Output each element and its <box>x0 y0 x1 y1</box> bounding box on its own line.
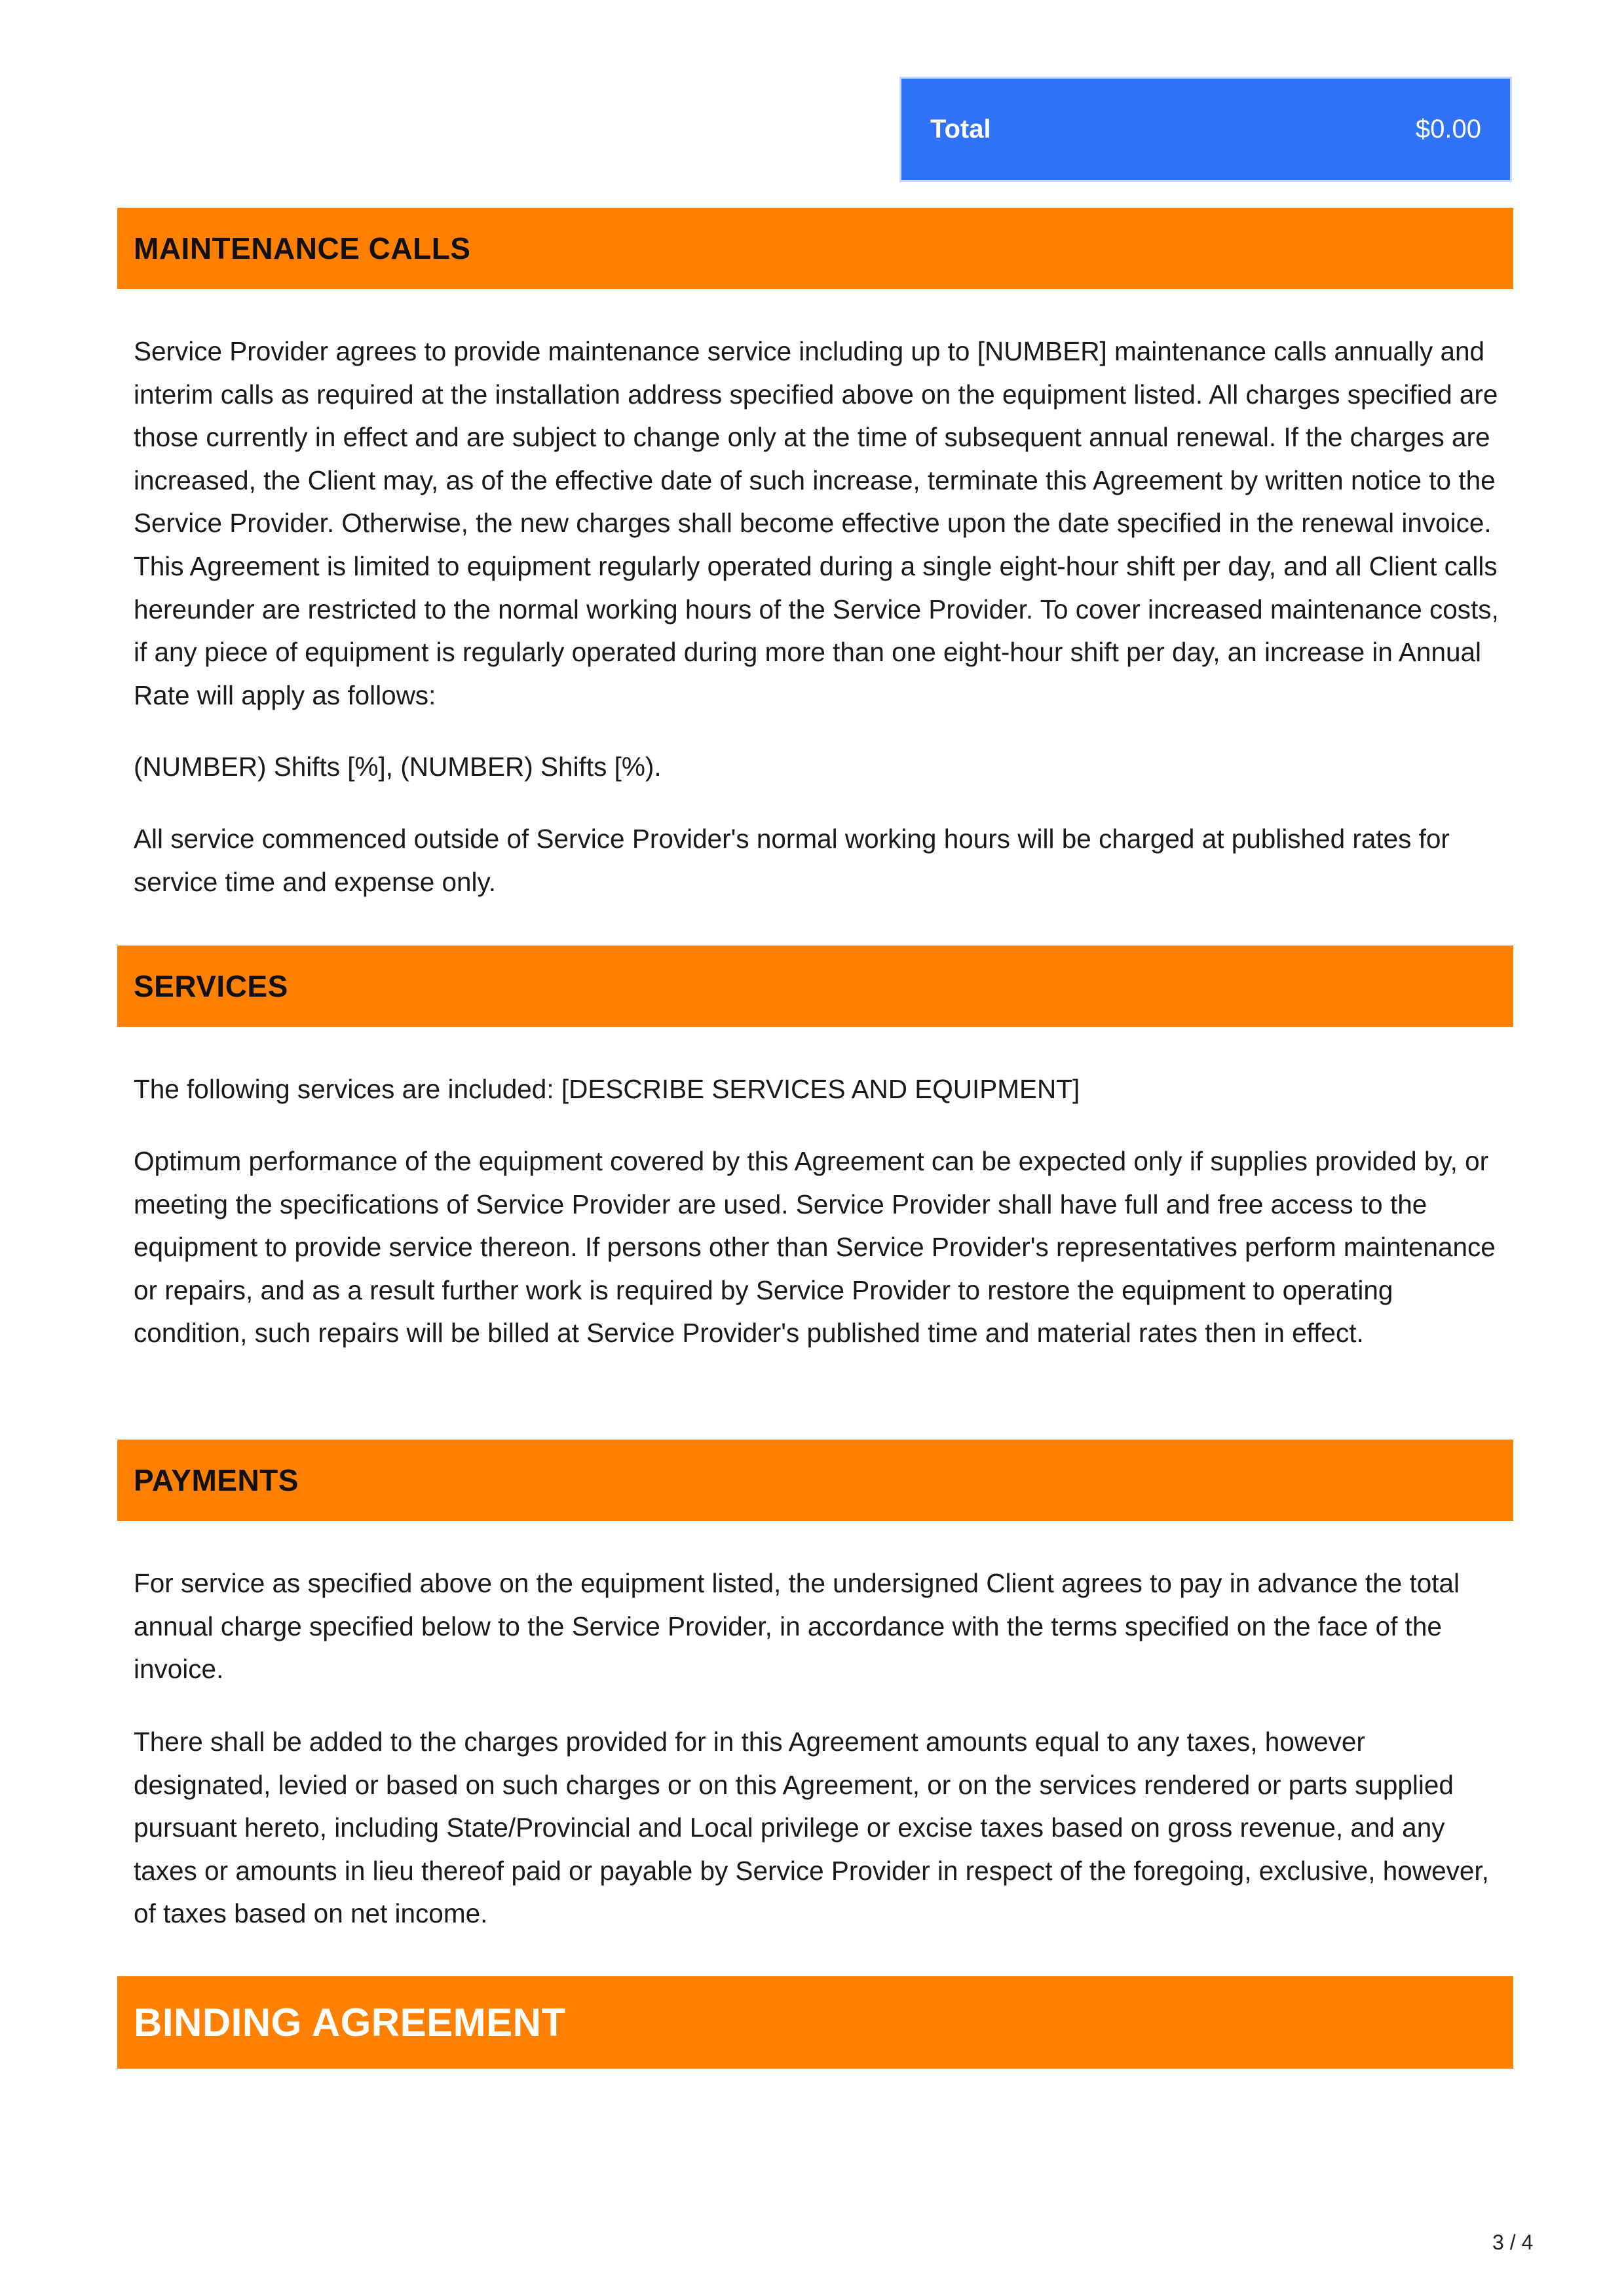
section-heading-binding-agreement <box>117 1976 1513 2069</box>
section-heading-text: PAYMENTS <box>134 1463 299 1497</box>
section-heading-text: SERVICES <box>134 969 288 1003</box>
total-summary-box <box>899 77 1512 182</box>
maintenance-paragraph-3: All service commenced outside of Service Provider's normal working hours will be charged at published rates for service time and expense only. <box>134 824 1450 897</box>
section-heading-services <box>117 946 1513 1027</box>
section-heading-text: MAINTENANCE CALLS <box>134 231 471 265</box>
total-label: Total <box>930 115 991 144</box>
maintenance-paragraph-2: (NUMBER) Shifts [%], (NUMBER) Shifts [%). <box>134 752 662 782</box>
payments-paragraph-2: There shall be added to the charges provided for in this Agreement amounts equal to any taxes, however designated, levied or based on such charges or on this Agreement, or on the services rendered or parts supplied pursuant hereto, including State/Provincial and Local privilege or excise taxes based on gross revenue, and any taxes or amounts in lieu thereof paid or payable by Service Provider in respect of the foregoing, exclusive, however, of taxes based on net income. <box>134 1727 1489 1929</box>
payments-paragraph-1: For service as specified above on the equipment listed, the undersigned Client agrees to pay in advance the total annual charge specified below to the Service Provider, in accordance with the terms specified on the face of the invoice. <box>134 1568 1460 1685</box>
total-value: $0.00 <box>1415 115 1481 144</box>
services-paragraph-2: Optimum performance of the equipment covered by this Agreement can be expected only if supplies provided by, or meeting the specifications of Service Provider are used. Service Provider shall have full and free access to the equipment to provide service thereon. If persons other than Service Provider's representatives perform maintenance or repairs, and as a result further work is required by Service Provider to restore the equipment to operating condition, such repairs will be billed at Service Provider's published time and material rates then in effect. <box>134 1146 1496 1349</box>
section-heading-maintenance-calls <box>117 208 1513 289</box>
services-paragraph-1: The following services are included: [DESCRIBE SERVICES AND EQUIPMENT] <box>134 1074 1080 1104</box>
section-heading-payments <box>117 1440 1513 1521</box>
section-heading-text: BINDING AGREEMENT <box>134 2000 566 2044</box>
page-number: 3 / 4 <box>1492 2230 1534 2254</box>
maintenance-paragraph-1: Service Provider agrees to provide maintenance service including up to [NUMBER] maintenance calls annually and interim calls as required at the installation address specified above on the equipment listed. All charges specified are those currently in effect and are subject to change only at the time of subsequent annual renewal. If the charges are increased, the Client may, as of the effective date of such increase, terminate this Agreement by written notice to the Service Provider. Otherwise, the new charges shall become effective upon the date specified in the renewal invoice. This Agreement is limited to equipment regularly operated during a single eight-hour shift per day, and all Client calls hereunder are restricted to the normal working hours of the Service Provider. To cover increased maintenance costs, if any piece of equipment is regularly operated during more than one eight-hour shift per day, an increase in Annual Rate will apply as follows: <box>134 336 1499 710</box>
